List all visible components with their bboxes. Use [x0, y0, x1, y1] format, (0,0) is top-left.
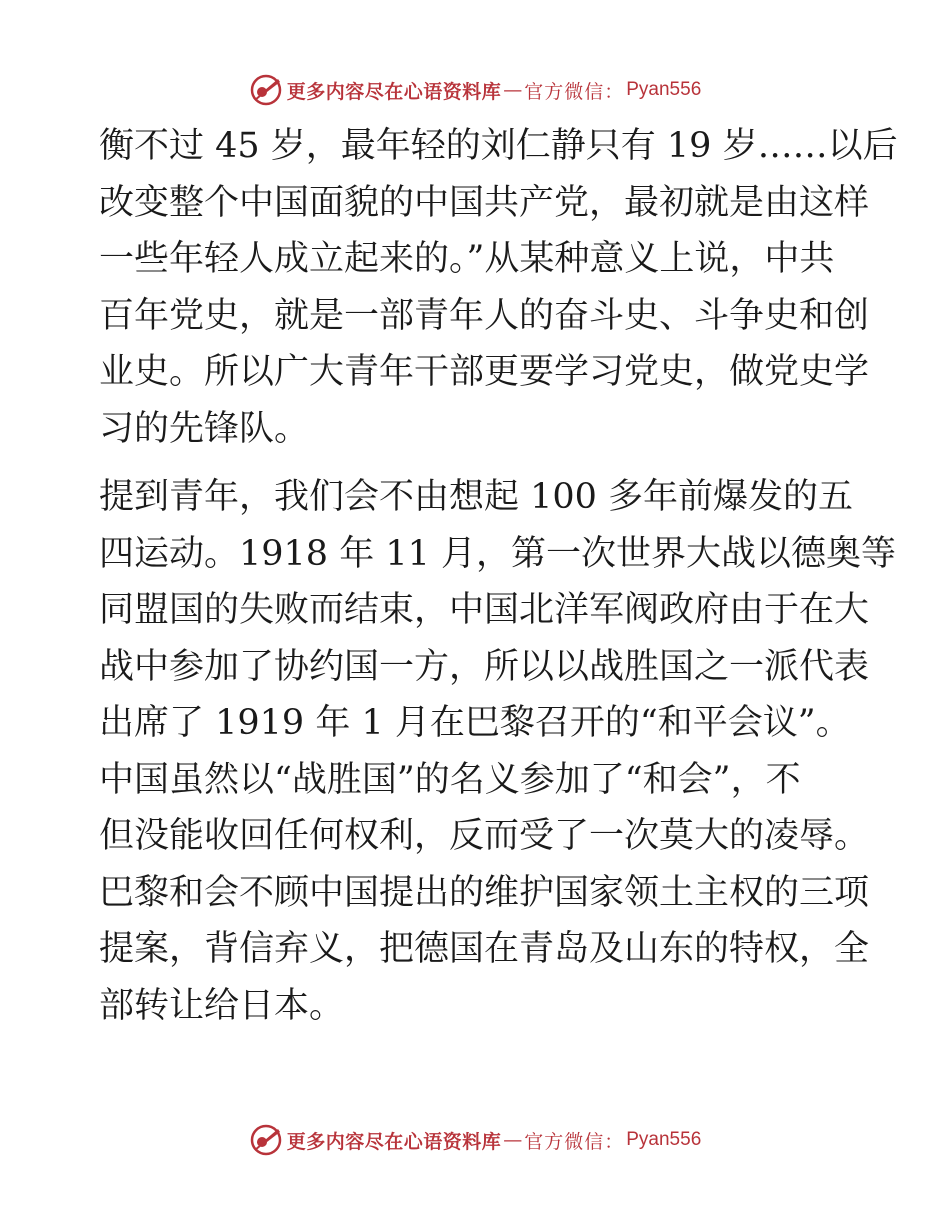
watermark-wechat-id: Pyan556	[626, 79, 702, 100]
paragraph	[99, 118, 898, 457]
text-line: 一些年轻人成立起来的。”从某种意义上说，中共	[99, 239, 835, 279]
pen-logo-icon	[249, 1123, 283, 1157]
header-watermark	[0, 70, 950, 110]
watermark-main-text: 更多内容尽在心语资料库	[286, 1130, 502, 1153]
paragraph	[99, 469, 896, 1034]
text-line: 提案，背信弃义，把德国在青岛及山东的特权，全	[99, 929, 870, 969]
text-line: 但没能收回任何权利，反而受了一次莫大的凌辱。	[99, 816, 870, 856]
text-line: 同盟国的失败而结束，中国北洋军阀政府由于在大	[99, 590, 870, 630]
text-line: 四运动。1918 年 11 月，第一次世界大战以德奥等	[99, 533, 896, 574]
watermark-wechat-id: Pyan556	[626, 1129, 702, 1150]
text-line: 提到青年，我们会不由想起 100 多年前爆发的五	[99, 477, 854, 517]
watermark-dash: —	[503, 79, 523, 101]
text-line: 百年党史，就是一部青年人的奋斗史、斗争史和创	[99, 295, 870, 336]
text-line: 战中参加了协约国一方，所以以战胜国之一派代表	[99, 646, 870, 687]
text-line: 出席了 1919 年 1 月在巴黎召开的“和平会议”。	[99, 703, 851, 743]
document-body	[99, 118, 898, 1034]
text-line: 衡不过 45 岁，最年轻的刘仁静只有 19 岁……以后	[99, 126, 898, 166]
text-line: 部转让给日本。	[99, 985, 345, 1026]
watermark-dash: —	[503, 1129, 523, 1151]
text-line: 中国虽然以“战胜国”的名义参加了“和会”，不	[99, 759, 801, 800]
pen-logo-icon	[249, 73, 283, 107]
text-line: 巴黎和会不顾中国提出的维护国家领土主权的三项	[99, 872, 870, 913]
footer-watermark	[0, 1120, 950, 1160]
watermark-label: 官方微信：	[524, 80, 625, 103]
text-line: 业史。所以广大青年干部更要学习党史，做党史学	[99, 352, 870, 392]
text-line: 习的先锋队。	[99, 408, 310, 449]
watermark-label: 官方微信：	[524, 1130, 625, 1153]
text-line: 改变整个中国面貌的中国共产党，最初就是由这样	[99, 182, 870, 223]
watermark-main-text: 更多内容尽在心语资料库	[286, 80, 502, 103]
